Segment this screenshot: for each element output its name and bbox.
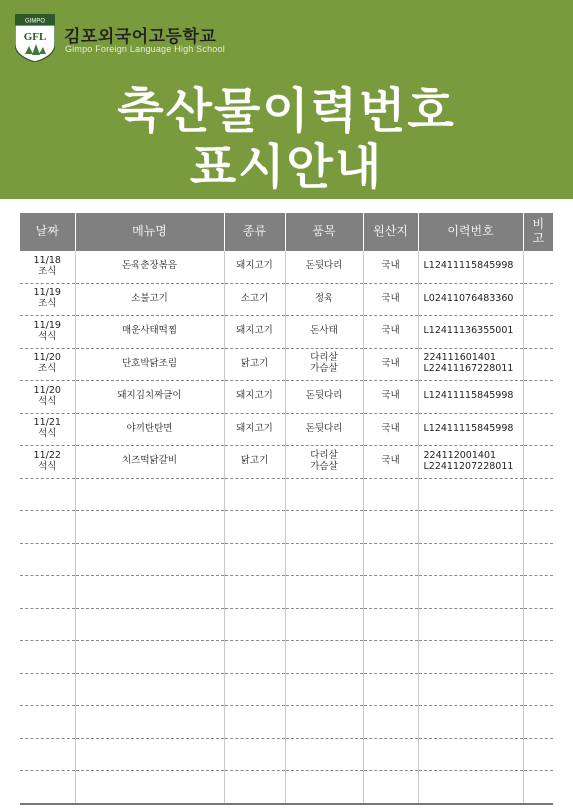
cell-item: 돈뒷다리 bbox=[285, 251, 363, 283]
header-menu: 메뉴명 bbox=[75, 213, 224, 251]
school-name-korean: 김포외국어고등학교 bbox=[64, 27, 217, 47]
cell-origin: 국내 bbox=[363, 446, 418, 479]
empty-cell bbox=[285, 641, 363, 674]
cell-trace-number: L12411115845998 bbox=[418, 251, 523, 283]
empty-cell bbox=[20, 608, 75, 641]
empty-cell bbox=[20, 771, 75, 804]
empty-cell bbox=[75, 706, 224, 739]
cell-date: 11/18 조식 bbox=[20, 251, 75, 283]
cell-item: 돈뒷다리 bbox=[285, 413, 363, 446]
empty-row bbox=[20, 641, 553, 674]
empty-cell bbox=[20, 543, 75, 576]
empty-row bbox=[20, 543, 553, 576]
empty-row bbox=[20, 771, 553, 804]
empty-cell bbox=[75, 641, 224, 674]
table-row bbox=[20, 316, 553, 349]
table-row bbox=[20, 381, 553, 414]
cell-origin: 국내 bbox=[363, 348, 418, 381]
school-logo-icon bbox=[15, 14, 55, 62]
empty-cell bbox=[285, 673, 363, 706]
cell-kind: 돼지고기 bbox=[224, 316, 285, 349]
empty-row bbox=[20, 673, 553, 706]
cell-origin: 국내 bbox=[363, 251, 418, 283]
cell-trace-number: L12411115845998 bbox=[418, 381, 523, 414]
empty-cell bbox=[224, 511, 285, 544]
empty-cell bbox=[363, 608, 418, 641]
empty-cell bbox=[523, 543, 553, 576]
cell-menu: 단호박닭조림 bbox=[75, 348, 224, 381]
cell-date: 11/19 석식 bbox=[20, 316, 75, 349]
empty-cell bbox=[363, 673, 418, 706]
cell-item: 다리살 가슴살 bbox=[285, 348, 363, 381]
cell-kind: 돼지고기 bbox=[224, 251, 285, 283]
cell-trace-number: L12411115845998 bbox=[418, 413, 523, 446]
empty-cell bbox=[75, 543, 224, 576]
empty-cell bbox=[418, 738, 523, 771]
cell-note bbox=[523, 348, 553, 381]
table-row bbox=[20, 348, 553, 381]
empty-cell bbox=[418, 641, 523, 674]
cell-origin: 국내 bbox=[363, 413, 418, 446]
empty-cell bbox=[285, 608, 363, 641]
empty-row bbox=[20, 738, 553, 771]
empty-cell bbox=[75, 478, 224, 511]
cell-menu: 매운사태떡찜 bbox=[75, 316, 224, 349]
empty-cell bbox=[20, 641, 75, 674]
empty-row bbox=[20, 511, 553, 544]
empty-row bbox=[20, 478, 553, 511]
empty-cell bbox=[363, 706, 418, 739]
cell-item: 다리살 가슴살 bbox=[285, 446, 363, 479]
table-row bbox=[20, 446, 553, 479]
empty-cell bbox=[418, 576, 523, 609]
empty-cell bbox=[285, 706, 363, 739]
empty-cell bbox=[75, 771, 224, 804]
empty-cell bbox=[523, 706, 553, 739]
empty-cell bbox=[523, 478, 553, 511]
empty-row bbox=[20, 608, 553, 641]
table-row bbox=[20, 413, 553, 446]
logo-text: GFL bbox=[23, 31, 47, 43]
traceability-table bbox=[20, 213, 553, 805]
empty-cell bbox=[285, 738, 363, 771]
empty-cell bbox=[418, 673, 523, 706]
empty-cell bbox=[285, 543, 363, 576]
cell-trace-number: L12411136355001 bbox=[418, 316, 523, 349]
school-name-english: Gimpo Foreign Language High School bbox=[65, 44, 225, 54]
empty-cell bbox=[418, 608, 523, 641]
empty-cell bbox=[285, 511, 363, 544]
cell-note bbox=[523, 381, 553, 414]
cell-trace-number: 224112001401 L22411207228011 bbox=[418, 446, 523, 479]
empty-row bbox=[20, 576, 553, 609]
empty-cell bbox=[224, 771, 285, 804]
empty-cell bbox=[523, 608, 553, 641]
header-origin: 원산지 bbox=[363, 213, 418, 251]
empty-cell bbox=[523, 641, 553, 674]
empty-cell bbox=[285, 576, 363, 609]
empty-cell bbox=[224, 478, 285, 511]
empty-cell bbox=[20, 576, 75, 609]
cell-item: 돈사태 bbox=[285, 316, 363, 349]
cell-date: 11/20 조식 bbox=[20, 348, 75, 381]
empty-cell bbox=[224, 576, 285, 609]
header-date: 날짜 bbox=[20, 213, 75, 251]
cell-note bbox=[523, 251, 553, 283]
cell-menu: 야끼탄탄면 bbox=[75, 413, 224, 446]
empty-cell bbox=[523, 576, 553, 609]
cell-origin: 국내 bbox=[363, 316, 418, 349]
empty-cell bbox=[75, 738, 224, 771]
logo-top-text: GIMPO bbox=[24, 18, 46, 25]
header-kind: 종류 bbox=[224, 213, 285, 251]
cell-menu: 소불고기 bbox=[75, 283, 224, 316]
empty-cell bbox=[75, 673, 224, 706]
empty-cell bbox=[523, 511, 553, 544]
empty-cell bbox=[20, 511, 75, 544]
cell-origin: 국내 bbox=[363, 283, 418, 316]
empty-cell bbox=[20, 478, 75, 511]
empty-cell bbox=[363, 543, 418, 576]
table-row bbox=[20, 283, 553, 316]
empty-cell bbox=[523, 771, 553, 804]
cell-kind: 닭고기 bbox=[224, 348, 285, 381]
empty-cell bbox=[523, 738, 553, 771]
empty-cell bbox=[363, 511, 418, 544]
empty-cell bbox=[20, 738, 75, 771]
cell-item: 돈뒷다리 bbox=[285, 381, 363, 414]
header-banner bbox=[0, 0, 573, 199]
cell-note bbox=[523, 283, 553, 316]
empty-cell bbox=[285, 478, 363, 511]
empty-cell bbox=[224, 738, 285, 771]
empty-cell bbox=[224, 673, 285, 706]
empty-cell bbox=[363, 771, 418, 804]
empty-cell bbox=[363, 641, 418, 674]
cell-origin: 국내 bbox=[363, 381, 418, 414]
empty-cell bbox=[75, 511, 224, 544]
header-item: 품목 bbox=[285, 213, 363, 251]
cell-kind: 돼지고기 bbox=[224, 381, 285, 414]
empty-cell bbox=[224, 706, 285, 739]
empty-cell bbox=[418, 771, 523, 804]
empty-row bbox=[20, 706, 553, 739]
empty-cell bbox=[20, 706, 75, 739]
cell-item: 정육 bbox=[285, 283, 363, 316]
empty-cell bbox=[224, 543, 285, 576]
cell-kind: 소고기 bbox=[224, 283, 285, 316]
cell-date: 11/20 석식 bbox=[20, 381, 75, 414]
cell-menu: 돼지김치짜글이 bbox=[75, 381, 224, 414]
empty-cell bbox=[75, 576, 224, 609]
empty-cell bbox=[224, 608, 285, 641]
cell-kind: 닭고기 bbox=[224, 446, 285, 479]
table-row bbox=[20, 251, 553, 283]
cell-date: 11/21 석식 bbox=[20, 413, 75, 446]
cell-menu: 치즈떡닭갈비 bbox=[75, 446, 224, 479]
empty-cell bbox=[418, 511, 523, 544]
empty-cell bbox=[285, 771, 363, 804]
table-body bbox=[20, 251, 553, 804]
empty-cell bbox=[20, 673, 75, 706]
empty-cell bbox=[418, 706, 523, 739]
cell-note bbox=[523, 446, 553, 479]
empty-cell bbox=[363, 738, 418, 771]
cell-trace-number: L02411076483360 bbox=[418, 283, 523, 316]
header-note: 비 고 bbox=[523, 213, 553, 251]
title-line-1: 축산물이력번호 bbox=[117, 83, 456, 139]
empty-cell bbox=[363, 576, 418, 609]
cell-note bbox=[523, 316, 553, 349]
cell-trace-number: 224111601401 L22411167228011 bbox=[418, 348, 523, 381]
table-header-row bbox=[20, 213, 553, 251]
header-trace-number: 이력번호 bbox=[418, 213, 523, 251]
empty-cell bbox=[224, 641, 285, 674]
cell-menu: 돈육춘장볶음 bbox=[75, 251, 224, 283]
empty-cell bbox=[418, 478, 523, 511]
empty-cell bbox=[418, 543, 523, 576]
cell-kind: 돼지고기 bbox=[224, 413, 285, 446]
cell-date: 11/19 조식 bbox=[20, 283, 75, 316]
empty-cell bbox=[523, 673, 553, 706]
cell-note bbox=[523, 413, 553, 446]
cell-date: 11/22 석식 bbox=[20, 446, 75, 479]
title-line-2: 표시안내 bbox=[189, 139, 384, 195]
empty-cell bbox=[75, 608, 224, 641]
empty-cell bbox=[363, 478, 418, 511]
